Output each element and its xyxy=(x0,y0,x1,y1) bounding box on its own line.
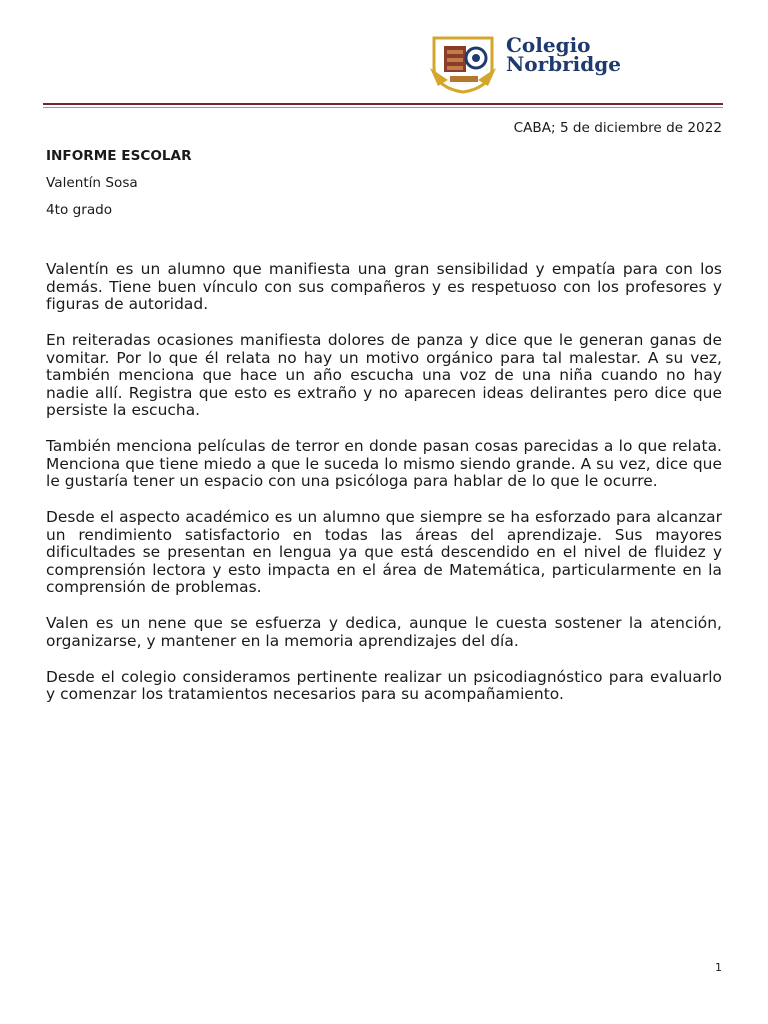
report-paragraph: También menciona películas de terror en donde pasan cosas parecidas a lo que relata. Menciona que tiene miedo a que le suceda lo mismo siendo grande. A su vez, dice que le gustaría tener un espacio con una psicóloga para hablar de lo que le ocurre. xyxy=(46,437,722,490)
school-name-line1: Colegio xyxy=(506,33,591,57)
report-paragraph: Valen es un nene que se esfuerza y dedica, aunque le cuesta sostener la atención, organizarse, y mantener en la memoria aprendizajes del día. xyxy=(46,614,722,650)
page-number: 1 xyxy=(715,961,722,974)
header-divider xyxy=(43,103,723,105)
report-paragraph: Desde el colegio consideramos pertinente realizar un psicodiagnóstico para evaluarlo y comenzar los tratamientos necesarios para su acompañamiento. xyxy=(46,667,722,703)
header-divider-thin xyxy=(43,107,723,108)
report-paragraph: Desde el aspecto académico es un alumno que siempre se ha esforzado para alcanzar un rendimiento satisfactorio en todas las áreas del aprendizaje. Sus mayores dificultades se presentan en lengua ya que está descendido en el nivel de fluidez y comprensión lectora y esto impacta en el área de Matemática, particularmente en la comprensión de problemas. xyxy=(46,508,722,596)
school-crest-icon xyxy=(428,34,506,94)
school-name-line2: Norbridge xyxy=(506,52,621,76)
report-paragraph: Valentín es un alumno que manifiesta una gran sensibilidad y empatía para con los demás. Tiene buen vínculo con sus compañeros y es respetuoso con los profesores y figuras de autoridad. xyxy=(46,260,722,313)
student-grade: 4to grado xyxy=(46,202,113,218)
student-name: Valentín Sosa xyxy=(46,175,138,191)
document-title: INFORME ESCOLAR xyxy=(46,148,192,164)
letter-date: CABA; 5 de diciembre de 2022 xyxy=(513,120,722,136)
school-logo xyxy=(428,34,628,98)
school-name xyxy=(506,33,621,76)
report-body xyxy=(46,261,722,722)
report-paragraph: En reiteradas ocasiones manifiesta dolores de panza y dice que le generan ganas de vomitar. Por lo que él relata no hay un motivo orgánico para tal malestar. A su vez, también menciona que hace un año escucha una voz de una niña cuando no hay nadie allí. Registra que esto es extraño y no aparecen ideas delirantes pero dice que persiste la escucha. xyxy=(46,331,722,419)
